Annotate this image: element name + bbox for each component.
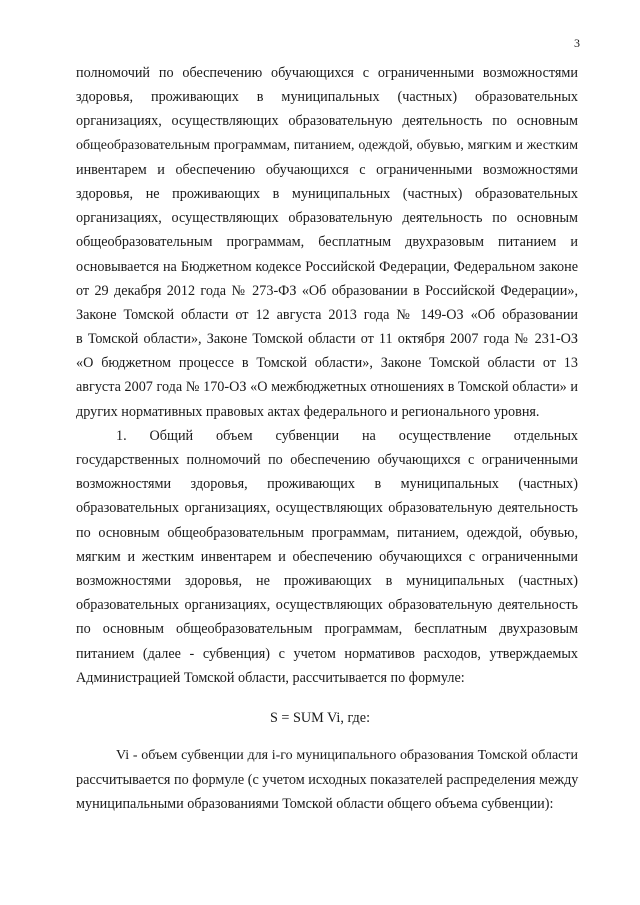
text-line: полномочий по обеспечению обучающихся с ограниченными возможностями <box>76 65 578 81</box>
paragraph-legal-basis <box>76 61 578 424</box>
text-line: государственных полномочий по обеспечению обучающихся с ограниченными <box>76 452 578 468</box>
text-line: образовательных организациях, осуществляющих образовательную деятельность <box>76 500 578 517</box>
text-line: общеобразовательным программам, питанием, одеждой, обувью, мягким и жестким <box>76 137 578 153</box>
paragraph-subvention-total <box>76 424 578 690</box>
text-line: Администрацией Томской области, рассчитывается по формуле: <box>76 669 465 686</box>
text-line: «О бюджетном процессе в Томской области», Законе Томской области от 13 <box>76 355 578 372</box>
text-line: здоровья, не проживающих в муниципальных (частных) образовательных <box>76 185 578 202</box>
text-line: мягким и жестким инвентарем и обеспечению обучающихся с ограниченными <box>76 548 578 565</box>
text-line: питанием (далее - субвенция) с учетом нормативов расходов, утверждаемых <box>76 645 578 662</box>
document-body <box>76 61 578 690</box>
text-line: 1. Общий объем субвенции на осуществление отдельных <box>116 427 578 444</box>
text-line: организациях, осуществляющих образовательную деятельность по основным <box>76 210 578 227</box>
text-line: основывается на Бюджетном кодексе Российской Федерации, Федеральном законе <box>76 258 578 275</box>
text-line: по основным общеобразовательным программам, питанием, одеждой, обувью, <box>76 524 578 541</box>
text-line: Vi - объем субвенции для i-го муниципального образования Томской области <box>116 748 578 763</box>
text-line: по основным общеобразовательным программам, бесплатным двухразовым <box>76 621 578 638</box>
text-line: возможностями здоровья, не проживающих в муниципальных (частных) <box>76 572 578 589</box>
text-line: общеобразовательным программам, бесплатным двухразовым питанием и <box>76 234 578 251</box>
formula: S = SUM Vi, где: <box>269 710 371 726</box>
text-line: других нормативных правовых актах федерального и регионального уровня. <box>76 403 540 420</box>
text-line: рассчитывается по формуле (с учетом исходных показателей распределения между <box>76 772 579 789</box>
text-line: Законе Томской области от 12 августа 2013 года № 149-ОЗ «Об образовании <box>76 306 578 323</box>
text-line: муниципальными образованиями Томской области общего объема субвенции): <box>76 796 554 813</box>
paragraph-vi-definition <box>76 744 578 817</box>
text-line: здоровья, проживающих в муниципальных (частных) образовательных <box>76 89 578 106</box>
text-line: инвентарем и обеспечению обучающихся с ограниченными возможностями <box>76 161 578 178</box>
page-number: 3 <box>574 36 580 50</box>
text-line: августа 2007 года № 170-ОЗ «О межбюджетных отношениях в Томской области» и <box>76 379 578 396</box>
text-line: образовательных организациях, осуществляющих образовательную деятельность <box>76 597 578 614</box>
text-line: от 29 декабря 2012 года № 273-ФЗ «Об образовании в Российской Федерации», <box>76 282 578 299</box>
text-line: возможностями здоровья, проживающих в муниципальных (частных) <box>76 476 578 493</box>
text-line: организациях, осуществляющих образовательную деятельность по основным <box>76 113 578 130</box>
text-line: в Томской области», Законе Томской области от 11 октября 2007 года № 231-ОЗ <box>76 331 578 348</box>
